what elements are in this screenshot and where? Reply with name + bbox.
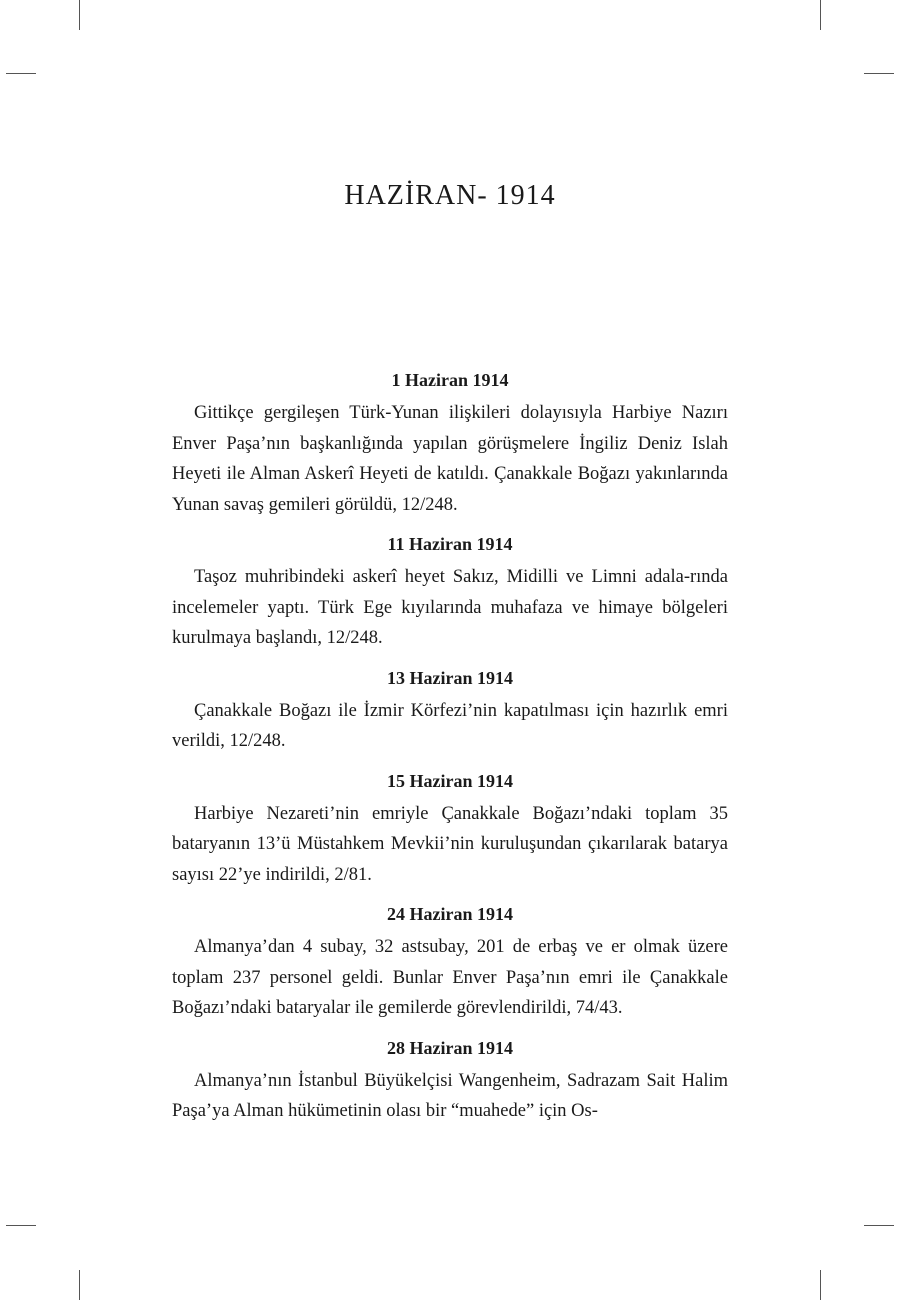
chronology-entry [172, 664, 728, 757]
entry-text: Almanya’nın İstanbul Büyükelçisi Wangenheim, Sadrazam Sait Halim Paşa’ya Alman hükümetinin olası bir “muahede” için Os- [172, 1070, 728, 1121]
chapter-title: HAZİRAN- 1914 [344, 180, 556, 211]
crop-mark-right-top [864, 73, 894, 74]
crop-mark-bottom-left [79, 1270, 80, 1300]
chronology-entry [172, 366, 728, 520]
entry-date: 1 Haziran 1914 [391, 370, 509, 390]
crop-mark-top-right [820, 0, 821, 30]
entry-text: Gittikçe gergileşen Türk-Yunan ilişkileri dolayısıyla Harbiye Nazırı Enver Paşa’nın başkanlığında yapılan görüşmelere İngiliz Deniz Islah Heyeti ile Alman Askerî Heyeti de katıldı. Çanakkale Boğazı yakınlarında Yunan savaş gemileri görüldü, 12/248. [172, 403, 728, 515]
chronology-entry [172, 767, 728, 891]
chronology-entry [172, 1034, 728, 1127]
entry-date: 24 Haziran 1914 [387, 904, 513, 924]
entry-date: 28 Haziran 1914 [387, 1037, 513, 1058]
entry-text: Almanya’dan 4 subay, 32 astsubay, 201 de erbaş ve er olmak üzere toplam 237 personel geldi. Bunlar Enver Paşa’nın emri ile Çanakkale Boğazı’ndaki bataryalar ile gemilerde görevlendirildi, 74/43. [172, 937, 728, 1018]
entry-text: Harbiye Nezareti’nin emriyle Çanakkale Boğazı’ndaki toplam 35 bataryanın 13’ü Müstahkem Mevkii’nin kuruluşundan çıkarılarak batarya sayısı 22’ye indirildi, 2/81. [172, 803, 728, 885]
crop-mark-top-left [79, 0, 80, 30]
entry-text: Taşoz muhribindeki askerî heyet Sakız, Midilli ve Limni adala-rında incelemeler yaptı. Türk Ege kıyılarında muhafaza ve himaye bölgeleri kurulmaya başlandı, 12/248. [172, 567, 728, 648]
chronology-list [172, 366, 728, 1137]
entry-date: 11 Haziran 1914 [387, 534, 513, 554]
crop-mark-left-bottom [6, 1225, 36, 1226]
chronology-entry [172, 900, 728, 1024]
chronology-entry [172, 530, 728, 654]
crop-mark-bottom-right [820, 1270, 821, 1300]
entry-text: Çanakkale Boğazı ile İzmir Körfezi’nin kapatılması için hazırlık emri verildi, 12/248. [172, 700, 728, 751]
crop-mark-right-bottom [864, 1225, 894, 1226]
entry-date: 13 Haziran 1914 [387, 667, 513, 688]
crop-mark-left-top [6, 73, 36, 74]
entry-date: 15 Haziran 1914 [387, 770, 513, 791]
